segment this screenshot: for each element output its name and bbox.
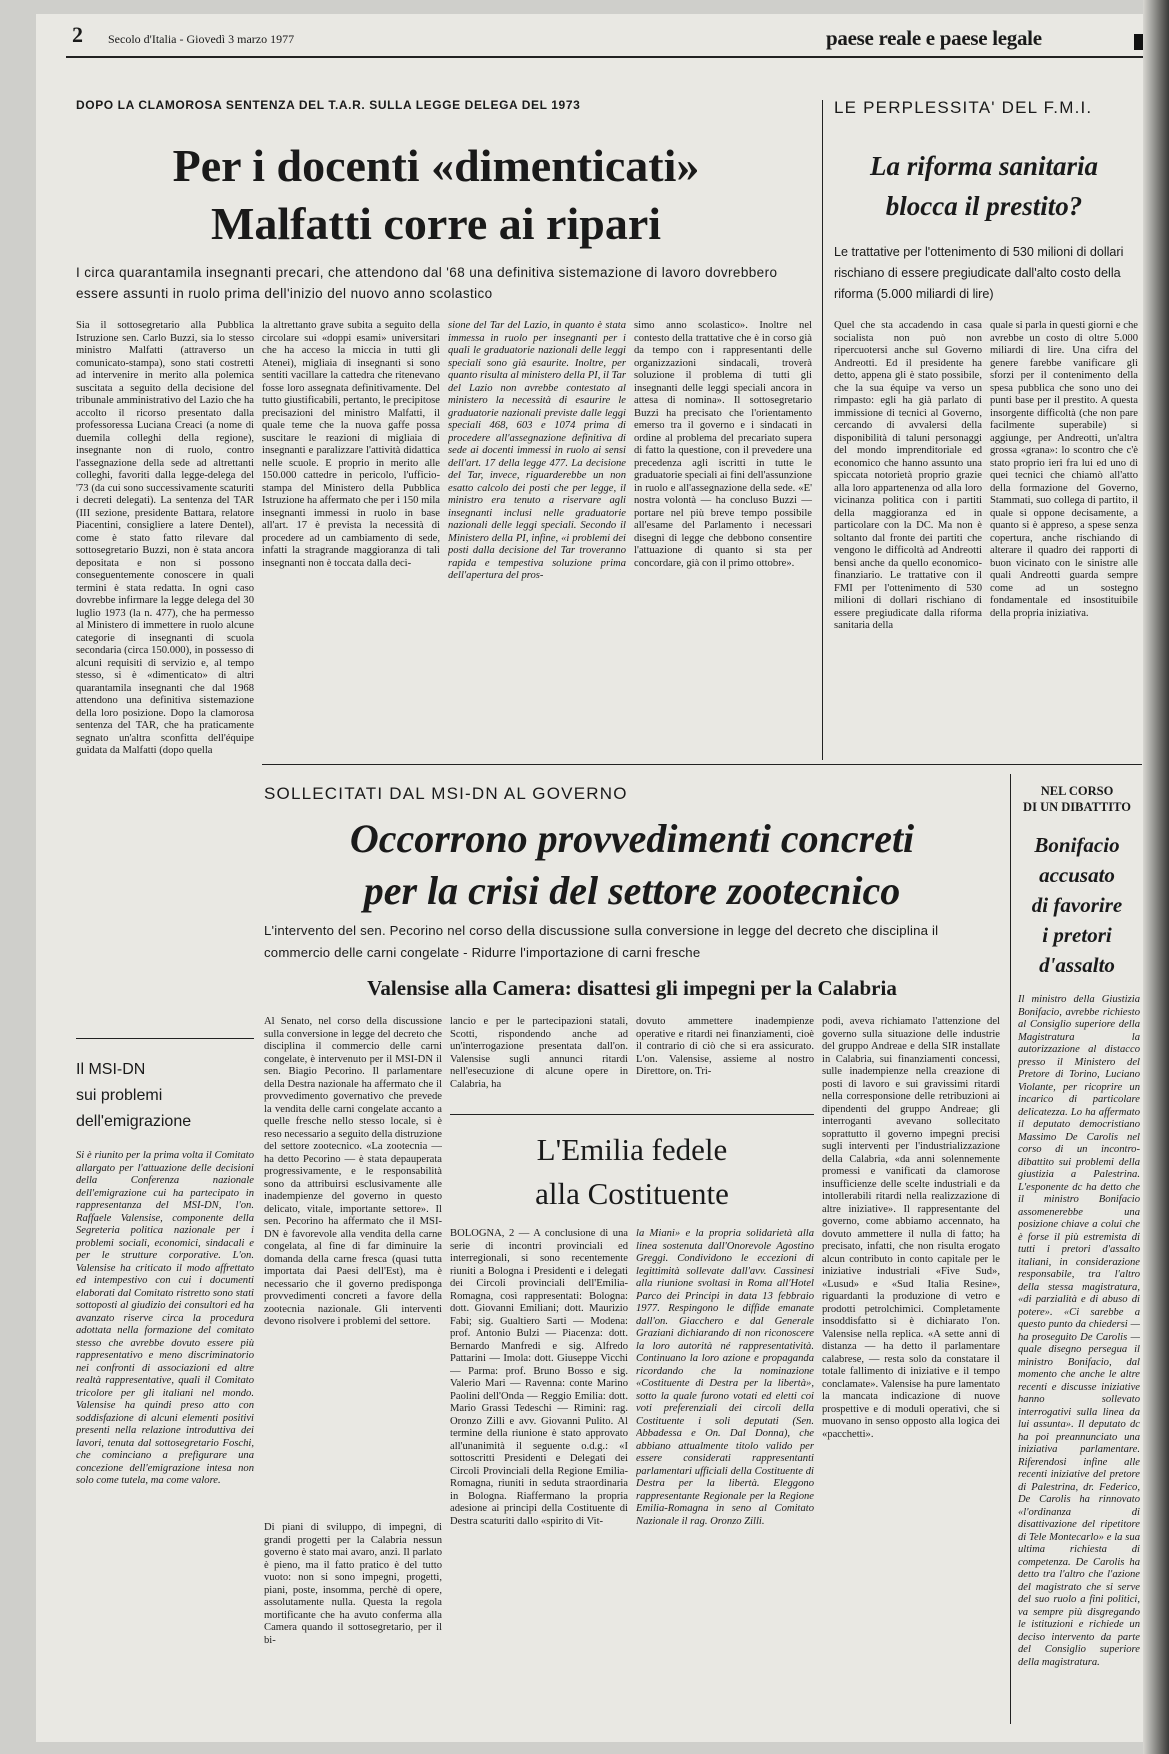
- bonifacio-headline-line5: d'assalto: [1039, 953, 1115, 977]
- section-rubric: paese reale e paese legale: [826, 26, 1042, 50]
- valensise-column-3: dovuto ammettere inadempienze operative e ritardi nei finanziamenti, cioè il contrario di ciò che si era assicurato. L'on. Valensise, assieme al nostro Direttore, on. Tri-: [636, 1016, 814, 1077]
- bonifacio-body: Il ministro della Giustizia Bonifacio, avrebbe richiesto al Consiglio superiore della Magistratura la autorizzazione al distacco presso il Ministero del Pretore di Torino, Luciano Violante, per ricoprire un incarico di particolare delicatezza. Lo ha affermato il deputato democristiano Massimo De Carolis nel corso di un incontro-dibattito sui problemi della giustizia a Palestrina. L'esponente dc ha detto che il ministro Bonifacio assomenerebbe una posizione chiave a colui che è forse il più estremista di tutti i pretori d'assalto italiani, in considerazione responsabile, tra l'altro della stessa magistratura, «di parzialità e di abuso di potere». «Ci sarebbe a questo punto da chiedersi — ha proseguito De Carolis — quale disegno persegua il ministro Bonifacio, dal momento che anche le altre recenti e discusse iniziative hanno sollevato interrogativi sulla linea da lui assunta». Il deputato dc ha poi preannunciato una iniziativa parlamentare. Riferendosi infine alle recenti iniziative del pretore di Palestrina, dr. Federico, De Carolis ha rinnovato «l'ordinanza di disattivazione del ripetitore di Tele Montecarlo» e la sua ultima richiesta di competenza. De Carolis ha detto tra l'altro che l'azione del magistrato che si serve del suo ruolo a fini politici, va sempre più disgregando le istituzioni e richiede un deciso intervento da parte del Consiglio superiore della magistratura.: [1018, 994, 1140, 1668]
- fmi-summary: Le trattative per l'ottenimento di 530 milioni di dollari rischiano di essere pregiudicate dall'alto costo della riforma (5.000 miliardi di lire): [834, 245, 1124, 301]
- page-number: 2: [72, 22, 83, 47]
- emilia-rule: [450, 1114, 814, 1115]
- column-divider: [822, 100, 823, 760]
- section-rule: [262, 764, 1142, 765]
- zootecnia-column-1: Al Senato, nel corso della discussione sulla conversione in legge del decreto che disciplina il commercio delle carni congelate, è intervenuto per il MSI-DN il sen. Biagio Pecorino. Il parlamentare della Destra nazionale ha affermato che il provvedimento governativo che prevede la vendita delle carni congelate accanto a quelle fresche nello stesso locale, si è reso necessario a seguito della distruzione del settore zootecnico. «La zootecnia — ha detto Pecorino — è stata depauperata progressivamente, e le responsabilità sono da attribuirsi esclusivamente alle inadempienze del governo in questo delicato, vitale, importante settore». Il sen. Pecorino ha affermato che il MSI-DN è favorevole alla vendita della carne congelata, al fine di far diminuire la domanda della carne fresca (quasi tutta importata dai Paesi dell'Est), ma è necessario che il governo predisponga provvedimenti concreti a favore della zootecnia nazionale. Gli interventi devono risolvere i problemi del settore.: [264, 1016, 442, 1327]
- newspaper-page: [36, 14, 1146, 1742]
- emilia-headline-line1: L'Emilia fedele: [536, 1132, 728, 1167]
- main-headline-line1: Per i docenti «dimenticati»: [172, 140, 700, 191]
- sidebar-body: Si è riunito per la prima volta il Comitato allargato per l'attuazione delle decisioni della Conferenza nazionale dell'emigrazione cui ha partecipato in rappresentanza del MSI-DN, l'on. Raffaele Valensise, componente della Segreteria politica nazionale per i problemi sociali, economici, sindacali e per le strutture corporative. L'on. Valensise ha criticato il modo affrettato ed intempestivo con cui i documenti elaborati dal Comitato ristretto sono stati sottoposti al giudizio dei consultori ed ha avanzato riserve circa la procedura adottata nella formazione del comitato stesso che avrebbe dovuto essere più rappresentativo e meno discriminatorio nei confronti di associazioni ed altre realtà rappresentative, quali il Comitato tricolore per gli italiani nel mondo. Valensise ha quindi preso atto con soddisfazione di alcuni elementi positivi presenti nella relazione introduttiva dei lavori, tenuta dal sottosegretario Foschi, che cominciano a prefigurare una concezione dell'emigrazione intesa non solo come tutela, ma come valore.: [76, 1150, 254, 1486]
- bonifacio-headline-line3: di favorire: [1031, 893, 1123, 917]
- fmi-column-1: Quel che sta accadendo in casa socialista non può non ripercuotersi anche sul Governo Andreotti. Ed il presidente ha detto, appena gli è stato possibile, che la sua équipe va verso un rimpasto: egli ha già parlato di immissione di tecnici al Governo, cercando di avvalersi della disponibilità di taluni personaggi del mondo imprenditoriale ed economico che hanno assunto una spiccata notorietà proprio grazie alla loro appartenenza od alla loro vicinanza politica con i partiti della maggioranza ed in particolare con la DC. Ma non è soltanto dal fronte dei partiti che vengono le difficoltà ad Andreotti bensì anche da quello economico-finanziario. Le trattative con il FMI per l'ottenimento di 530 milioni di dollari rischiano di essere pregiudicate dalla riforma sanitaria della: [834, 320, 982, 631]
- main-headline-line2: Malfatti corre ai ripari: [210, 198, 662, 249]
- main-column-2: la altrettanto grave subita a seguito della circolare sui «doppi esami» universitari che ha acceso la miccia in tutti gli Atenei), migliaia di insegnanti si sono sentiti vacillare la cattedra che ritenevano fosse loro assegnata definitivamente. Del tutto giustificabili, pertanto, le precipitose precisazioni del ministro Malfatti, il quale teme che la nuova gaffe possa suscitare le reazioni di migliaia di insegnanti e paralizzare l'attività didattica nelle scuole. E proprio in merito alle 150.000 cattedre in pericolo, l'ufficio-stampa del Ministero della Pubblica Istruzione ha affermato che per i 150 mila insegnanti immessi in ruolo in base all'art. 17 è prevista la necessità di procedere ad un cambiamento di sede, infatti la stragrande maggioranza di tali insegnanti non è toccata dalla deci-: [262, 320, 440, 569]
- bonifacio-kicker-line1: NEL CORSO: [1040, 784, 1114, 798]
- emilia-headline-line2: alla Costituente: [535, 1176, 729, 1211]
- sidebar-rule: [76, 1038, 254, 1039]
- fmi-column-2: quale si parla in questi giorni e che avrebbe un costo di oltre 5.000 miliardi di lire. Una cifra del genere farebbe vanificare gli sforzi per il contenimento della spesa pubblica che sono uno dei punti base per il prestito. A questa insorgente difficoltà (che non pare facilmente superabile) si aggiunge, per Andreotti, un'altra grossa «grana»: lo scontro che c'è stato proprio ieri fra lui ed uno di quei tecnici che chiamò all'atto della formazione del Governo, Stammati, suo collega di partito, il quale si oppone decisamente, a quanto si è appreso, a spese senza copertura, anche rischiando di alterare il quadro dei rapporti di buon vicinato con le sinistre alle quali Andreotti guarda sempre come ad un sostegno fondamentale ed insostituibile della propria iniziativa.: [990, 320, 1138, 619]
- bonifacio-kicker-line2: DI UN DIBATTITO: [1023, 800, 1131, 814]
- zootecnia-headline-line1: Occorrono provvedimenti concreti: [349, 816, 915, 861]
- valensise-column-1: Di piani di sviluppo, di impegni, di grandi progetti per la Calabria nessun governo è stato mai avaro, anzi. Il parlato è pieno, ma il fatto pratico è del tutto vuoto: non si sono impegni, progetti, piani, poste, insomma, perchè di opere, assolutamente nulla. Questa la regola mortificante che ha avuto conferma alla Camera quando il sottosegretario, per il bi-: [264, 1522, 442, 1646]
- fmi-headline: La riforma sanitaria blocca il prestito?: [869, 151, 1099, 221]
- zootecnia-kicker: SOLLECITATI DAL MSI-DN AL GOVERNO: [264, 784, 628, 803]
- main-column-1: Sia il sottosegretario alla Pubblica Istruzione sen. Carlo Buzzi, sia lo stesso ministro Malfatti (attraverso un comunicato-stampa), sono stati costretti ad intervenire in merito alla polemica suscitata a seguito della decisione del tribunale amministrativo del Lazio che ha accolto il ricorso presentato dalla professoressa Luciana Creaci (a nome di duemila colleghi della regione), insegnante non di ruolo, contro l'assegnazione della sede ad altrettanti colleghi, favoriti dalla legge-delega del '73 (da cui sono successivamente scaturiti i decreti delegati). La sentenza del TAR (III sezione, presidente Battara, relatore Piacentini, consigliere a latere Dentel), come è stato fatto rilevare dal sottosegretario Buzzi, non è stata ancora depositata e non si possono conseguentemente conoscere in quali termini è stata redatta. In ogni caso dovrebbe infirmare la legge delega del 30 luglio 1973 (la n. 477), che ha permesso al Ministero di immettere in ruolo alcune categorie di insegnanti di scuola secondaria (circa 150.000), in possesso di alcuni requisiti di servizio e, al tempo stesso, si è «dimenticato» di altri quarantamila insegnanti che dal 1968 attendono una definitiva sistemazione della loro posizione. Dopo la clamorosa sentenza del TAR, che ha praticamente segnato un'altra sconfitta dell'équipe guidata da Malfatti (dopo quella: [76, 320, 254, 756]
- emilia-column-1: BOLOGNA, 2 — A conclusione di una serie di incontri provinciali ed interregionali, si sono recentemente riuniti a Bologna i Presidenti e i delegati dei Circoli provinciali dell'Emilia-Romagna, così rappresentati: Bologna: dott. Giovanni Emiliani; dott. Maurizio Fabi; sig. Gualtiero Sarti — Modena: prof. Antonio Bulzi — Piacenza: dott. Bernardo Manfredi e sig. Alfredo Pattarini — Imola: dott. Giuseppe Vicchi — Parma: prof. Bruno Bosso e sig. Valerio Mari — Ravenna: conte Marino Paolini dell'Onda — Reggio Emilia: dott. Mario Grassi Tedeschi — Rimini: rag. Oronzo Zilli e avv. Giovanni Pulito. Al termine della riunione è stato approvato all'unanimità il seguente o.d.g.: «I sottoscritti Presidenti e Delegati dei Circoli Provinciali della Regione Emilia-Romagna, riuniti in seduta straordinaria in Bologna. Riaffermano la propria adesione ai principi della Costituente di Destra scaturiti dallo «spirito di Vit-: [450, 1228, 628, 1527]
- sidebar-title-line3: dell'emigrazione: [76, 1113, 192, 1130]
- bonifacio-headline-line1: Bonifacio: [1034, 833, 1120, 857]
- sidebar-title-line2: sui problemi: [76, 1087, 163, 1104]
- zootecnia-summary: L'intervento del sen. Pecorino nel corso della discussione sulla conversione in legge del decreto che disciplina il commercio delle carni congelate - Ridurre l'importazione di carni fresche: [264, 923, 939, 960]
- main-kicker: DOPO LA CLAMOROSA SENTENZA DEL T.A.R. SULLA LEGGE DELEGA DEL 1973: [76, 98, 581, 112]
- emilia-column-2: la Miani» e la propria solidarietà alla linea sostenuta dall'Onorevole Agostino Greggi. Condividono le eccezioni di legittimità sollevate dall'avv. Cassinesi alla riunione svoltasi in Roma all'Hotel Parco dei Principi in data 13 febbraio 1977. Respingono le diffide emanate dall'on. Giacchero e dal Generale Graziani dichiarando di non riconoscere la loro autorità né rappresentatività. Continuano la loro azione e propaganda ricordando che la nominazione «Costituente di Destra per la libertà», sotto la quale furono votati ed eletti coi voti preferenziali dei circoli della Costituente i soli deputati (Sen. Abbadessa e On. Dal Donna), che abbiano attualmente titolo valido per essere considerati rappresentanti parlamentari ufficiali della Costituente di Destra per la libertà. Eleggono rappresentante Regionale per la Regione Emilia-Romagna in seno al Comitato Nazionale il rag. Oronzo Zilli.: [636, 1228, 814, 1527]
- fmi-kicker: LE PERPLESSITA' DEL F.M.I.: [834, 98, 1093, 117]
- paper-date: Secolo d'Italia - Giovedì 3 marzo 1977: [108, 32, 295, 46]
- bonifacio-divider: [1010, 774, 1011, 1724]
- bonifacio-headline-line4: i pretori: [1042, 923, 1112, 947]
- valensise-column-2: lancio e per le partecipazioni statali, Scotti, rispondendo anche ad un'interrogazione presentata dall'on. Valensise sugli annunci ritardi nell'esecuzione di alcune opere in Calabria, ha: [450, 1016, 628, 1090]
- bonifacio-headline-line2: accusato: [1039, 863, 1115, 887]
- page-shadow-edge: [1143, 0, 1169, 1754]
- masthead-rule: [66, 56, 1146, 58]
- main-column-3: sione del Tar del Lazio, in quanto è stata immessa in ruolo per insegnanti per i quali le graduatorie nazionali delle leggi speciali sono già esaurite. Inoltre, per quanto risulta al ministero della PI, il Tar del Lazio non avrebbe contestato al ministero la necessità di esaurire le graduatorie nazionali previste dalle leggi speciali 468, 603 e 1074 prima di procedere all'assegnazione definitiva di sede ai docenti immessi in ruolo ai sensi dell'art. 17 della legge 477. La decisione del Tar, invece, riguarderebbe un non esatto calcolo dei posti che per legge, il ministro era tenuto a riservare agli insegnanti inclusi nelle graduatorie nazionali delle leggi speciali. Secondo il Ministero della PI, infine, «i problemi dei posti dalla decisione del Tar troveranno rapida e tempestiva soluzione prima dell'apertura del pros-: [448, 320, 626, 581]
- valensise-subhead: Valensise alla Camera: disattesi gli impegni per la Calabria: [367, 976, 897, 1000]
- main-summary: I circa quarantamila insegnanti precari, che attendono dal '68 una definitiva sistemazione di lavoro dovrebbero essere assunti in ruolo prima dell'inizio del nuovo anno scolastico: [76, 265, 778, 301]
- sidebar-title-line1: Il MSI-DN: [76, 1061, 146, 1078]
- main-column-4: simo anno scolastico». Inoltre nel contesto della trattative che è in corso già da tempo con i rappresentanti delle organizzazioni sindacali, troverà soluzione il problema di tutti gli insegnanti delle leggi speciali ancora in attesa di nomina». Il sottosegretario Buzzi ha precisato che l'orientamento emerso tra il governo e i sindacati in ordine al problema del precariato supera di fatto la questione, con il prevedere una precedenza agli iscritti in tutte le graduatorie speciali ai fini dell'assunzione in ruolo e all'assegnazione della sede. «E' nostra volontà — ha concluso Buzzi — portare nel più breve tempo possibile all'esame del Parlamento i necessari disegni di legge che debbono consentire l'attuazione di quanto si sta per concordare, già con il primo ottobre».: [634, 320, 812, 569]
- valensise-column-4: podi, aveva richiamato l'attenzione del governo sulla situazione delle industrie del gruppo Andreae e della SIR installate in Calabria, sui finanziamenti concessi, sulle inadempienze nella creazione di posti di lavoro e sui gravissimi ritardi nella corresponsione delle retribuzioni ai dipendenti del gruppo Andreae; gli interroganti avevano sollecitato soprattutto il governo impegni precisi sugli interventi per l'industrializzazione della Calabria, «da anni solennemente promessi e vanificati da clamorose insufficienze delle scelte industriali e da intollerabili ritardi nella realizzazione di altre iniziative». Il rappresentante del governo, come abbiamo accennato, ha dovuto ammettere il nulla di fatto; ha precisato, infatti, che non risulta erogato alcun contributo in conto capitale per le iniziative industriali «Five Sud», «Lusud» e «Sud Italia Resine», riguardanti la produzione di vetro e prodotti petrolchimici. Completamente insoddisfatto si è dichiarato l'on. Valensise nella replica. «A sette anni di distanza — ha detto il parlamentare calabrese, — resta solo da constatare il totale fallimento di iniziative e il tempo conclamate». Valensise ha pure lamentato la mancata indicazione di nuove prospettive e di moduli operativi, che si muovano in senso opposto alla logica dei «pacchetti».: [822, 1016, 1000, 1440]
- zootecnia-headline-line2: per la crisi del settore zootecnico: [363, 868, 901, 913]
